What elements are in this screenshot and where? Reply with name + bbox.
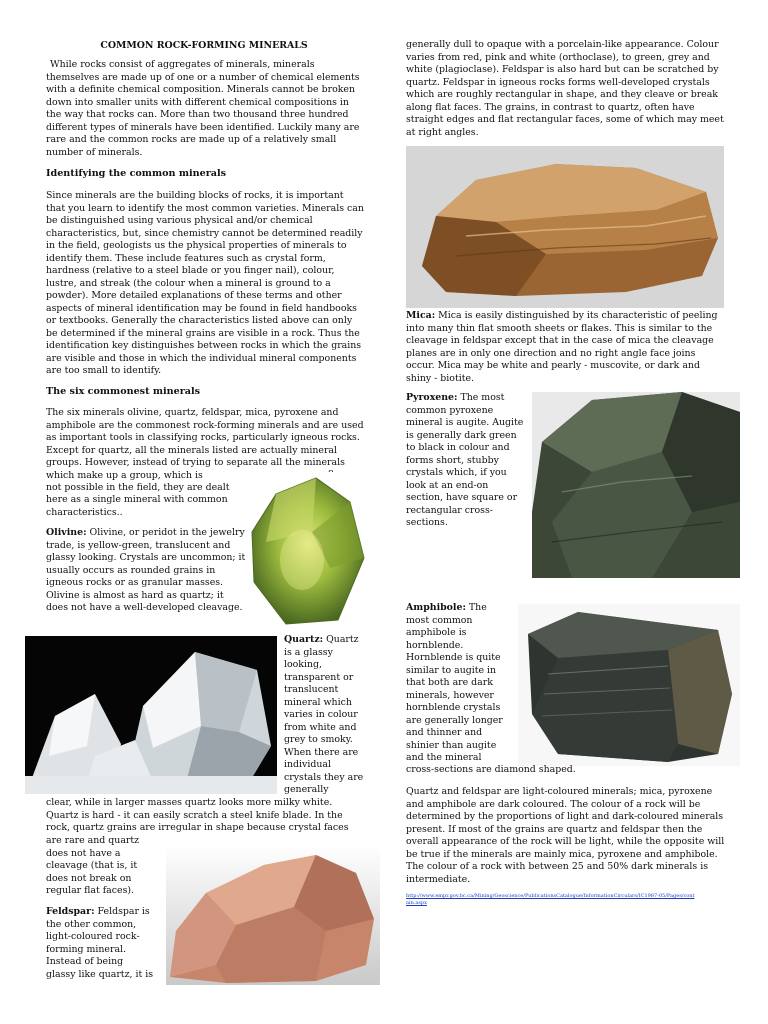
feldspar-photo [166,845,380,985]
olivine-photo [246,472,370,632]
heading-six-minerals: The six commonest minerals [46,386,201,397]
feldspar-text: Feldspar is the other common, light-coloured rock-forming mineral. Instead of being glassy like quartz, it is [46,906,154,980]
source-link[interactable]: http://www.empr.gov.bc.ca/Mining/Geoscience/PublicationsCatalogue/InformationCirculars/IC1987-05/Pages/contain.aspx [406,893,695,906]
feldspar-continued-paragraph: generally dull to opaque with a porcelain-like appearance. Colour varies from red, pink and white (orthoclase), to green, grey and white (plagioclase). Feldspar is also hard but can be scratched by quartz. Feldspar in igneous rocks forms well-developed crystals which are roughly rectangular in shape, and they cleave or break along flat faces. The grains, in contrast to quartz, often have straight edges and flat rectangular faces, some of which may meet at right angles. [406,39,724,138]
mica-paragraph [406,310,724,385]
olivine-text: Olivine, or peridot in the jewelry trade, is yellow-green, translucent and glassy looking. Crystals are uncommon; it usually occurs as rounded grains in igneous rocks or as granular masses. Olivine is almost as hard as quartz; it does not have a well-developed cleavage. [46,527,246,613]
amphibole-full-paragraph: cross-sections are diamond shaped. [406,764,576,775]
pyroxene-text: The most common pyroxene mineral is augite. Augite is generally dark green to black in colour and forms short, stubby crystals which, if you look at an end-on section, have square or rectangular cross-sections. [406,392,524,528]
quartz-side-paragraph [284,634,366,797]
mica-text: Mica is easily distinguished by its characteristic of peeling into many thin flat smooth sheets or flakes. This is similar to the cleavage in feldspar except that in the case of mica the cleavage planes are in only one direction and no right angle face joins occur. Mica may be white and pearly - muscovite, or dark and shiny - biotite. [406,310,718,384]
pyroxene-paragraph [406,392,524,530]
amphibole-photo [518,604,740,766]
identifying-paragraph: Since minerals are the building blocks of rocks, it is important that you learn to identify the most common varieties. Minerals can be distinguished using various physical and/or chemical characteristics, but, since chemistry cannot be determined readily in the field, geologists us the physical properties of minerals to identify them. These include features such as crystal form, hardness (relative to a steel blade or you finger nail), colour, lustre, and streak (the colour when a mineral is ground to a powder). More detailed explanations of these terms and other aspects of mineral identification may be found in field handbooks or textbooks. Generally the characteristics listed above can only be determined if the mineral grains are visible in a rock. Thus the identification key distinguishes between rocks in which the grains are visible and those in which the individual mineral components are too small to identify. [46,190,364,376]
mica-photo [406,146,724,308]
olivine-paragraph [46,527,248,615]
feldspar-label: Feldspar: [46,906,95,917]
pyroxene-photo [532,392,740,578]
six-minerals-paragraph: The six minerals olivine, quartz, feldspar, mica, pyroxene and amphibole are the commonest rock-forming minerals and are used as important tools in classifying rocks, particularly igneous rocks. Except for quartz, all the minerals listed are actually mineral groups. However, instead of trying to separate all the minerals which make up a group, which is [46,407,364,481]
six-minerals-line-b: not possible in the field, they are dealt [46,482,230,493]
feldspar-paragraph [46,906,154,981]
mica-label: Mica: [406,310,436,321]
page-title: COMMON ROCK-FORMING MINERALS [100,40,308,51]
quartz-full-paragraph: clear, while in larger masses quartz looks more milky white. Quartz is hard - it can easily scratch a steel knife blade. In the rock, quartz grains are irregular in shape because crystal faces [46,797,349,833]
amphibole-label: Amphibole: [406,602,466,613]
quartz-side-text: Quartz is a glassy looking, transparent or translucent mineral which varies in colour from white and grey to smoky. When there are individual crystals they are generally [284,634,364,795]
quartz-photo [25,636,277,794]
olivine-label: Olivine: [46,527,87,538]
intro-paragraph: While rocks consist of aggregates of minerals, minerals themselves are made up of one or a number of chemical elements with a definite chemical composition. Minerals cannot be broken down into smaller units with different chemical compositions in the way that rocks can. More than two thousand three hundred different types of minerals have been identified. Luckily many are rare and the common rocks are made up of a relatively small number of minerals. [46,59,360,158]
pyroxene-label: Pyroxene: [406,392,458,403]
amphibole-side-paragraph [406,602,510,765]
quartz-tail-paragraph: are rare and quartz does not have a cleavage (that is, it does not break on regular flat faces). [46,835,140,896]
amphibole-text-side: The most common amphibole is hornblende. Hornblende is quite similar to augite in that both are dark minerals, however hornblende crystals are generally longer and thinner and shinier than augite and the mineral [406,602,503,763]
heading-identifying: Identifying the common minerals [46,168,227,179]
closing-paragraph: Quartz and feldspar are light-coloured minerals; mica, pyroxene and amphibole are dark coloured. The colour of a rock will be determined by the proportions of light and dark-coloured minerals present. If most of the grains are quartz and feldspar then the overall appearance of the rock will be light, while the opposite will be true if the minerals are mainly mica, pyroxene and amphibole. The colour of a rock with between 25 and 50% dark minerals is intermediate. [406,786,725,885]
quartz-label: Quartz: [284,634,324,645]
six-minerals-line-c: here as a single mineral with common characteristics.. [46,494,228,518]
